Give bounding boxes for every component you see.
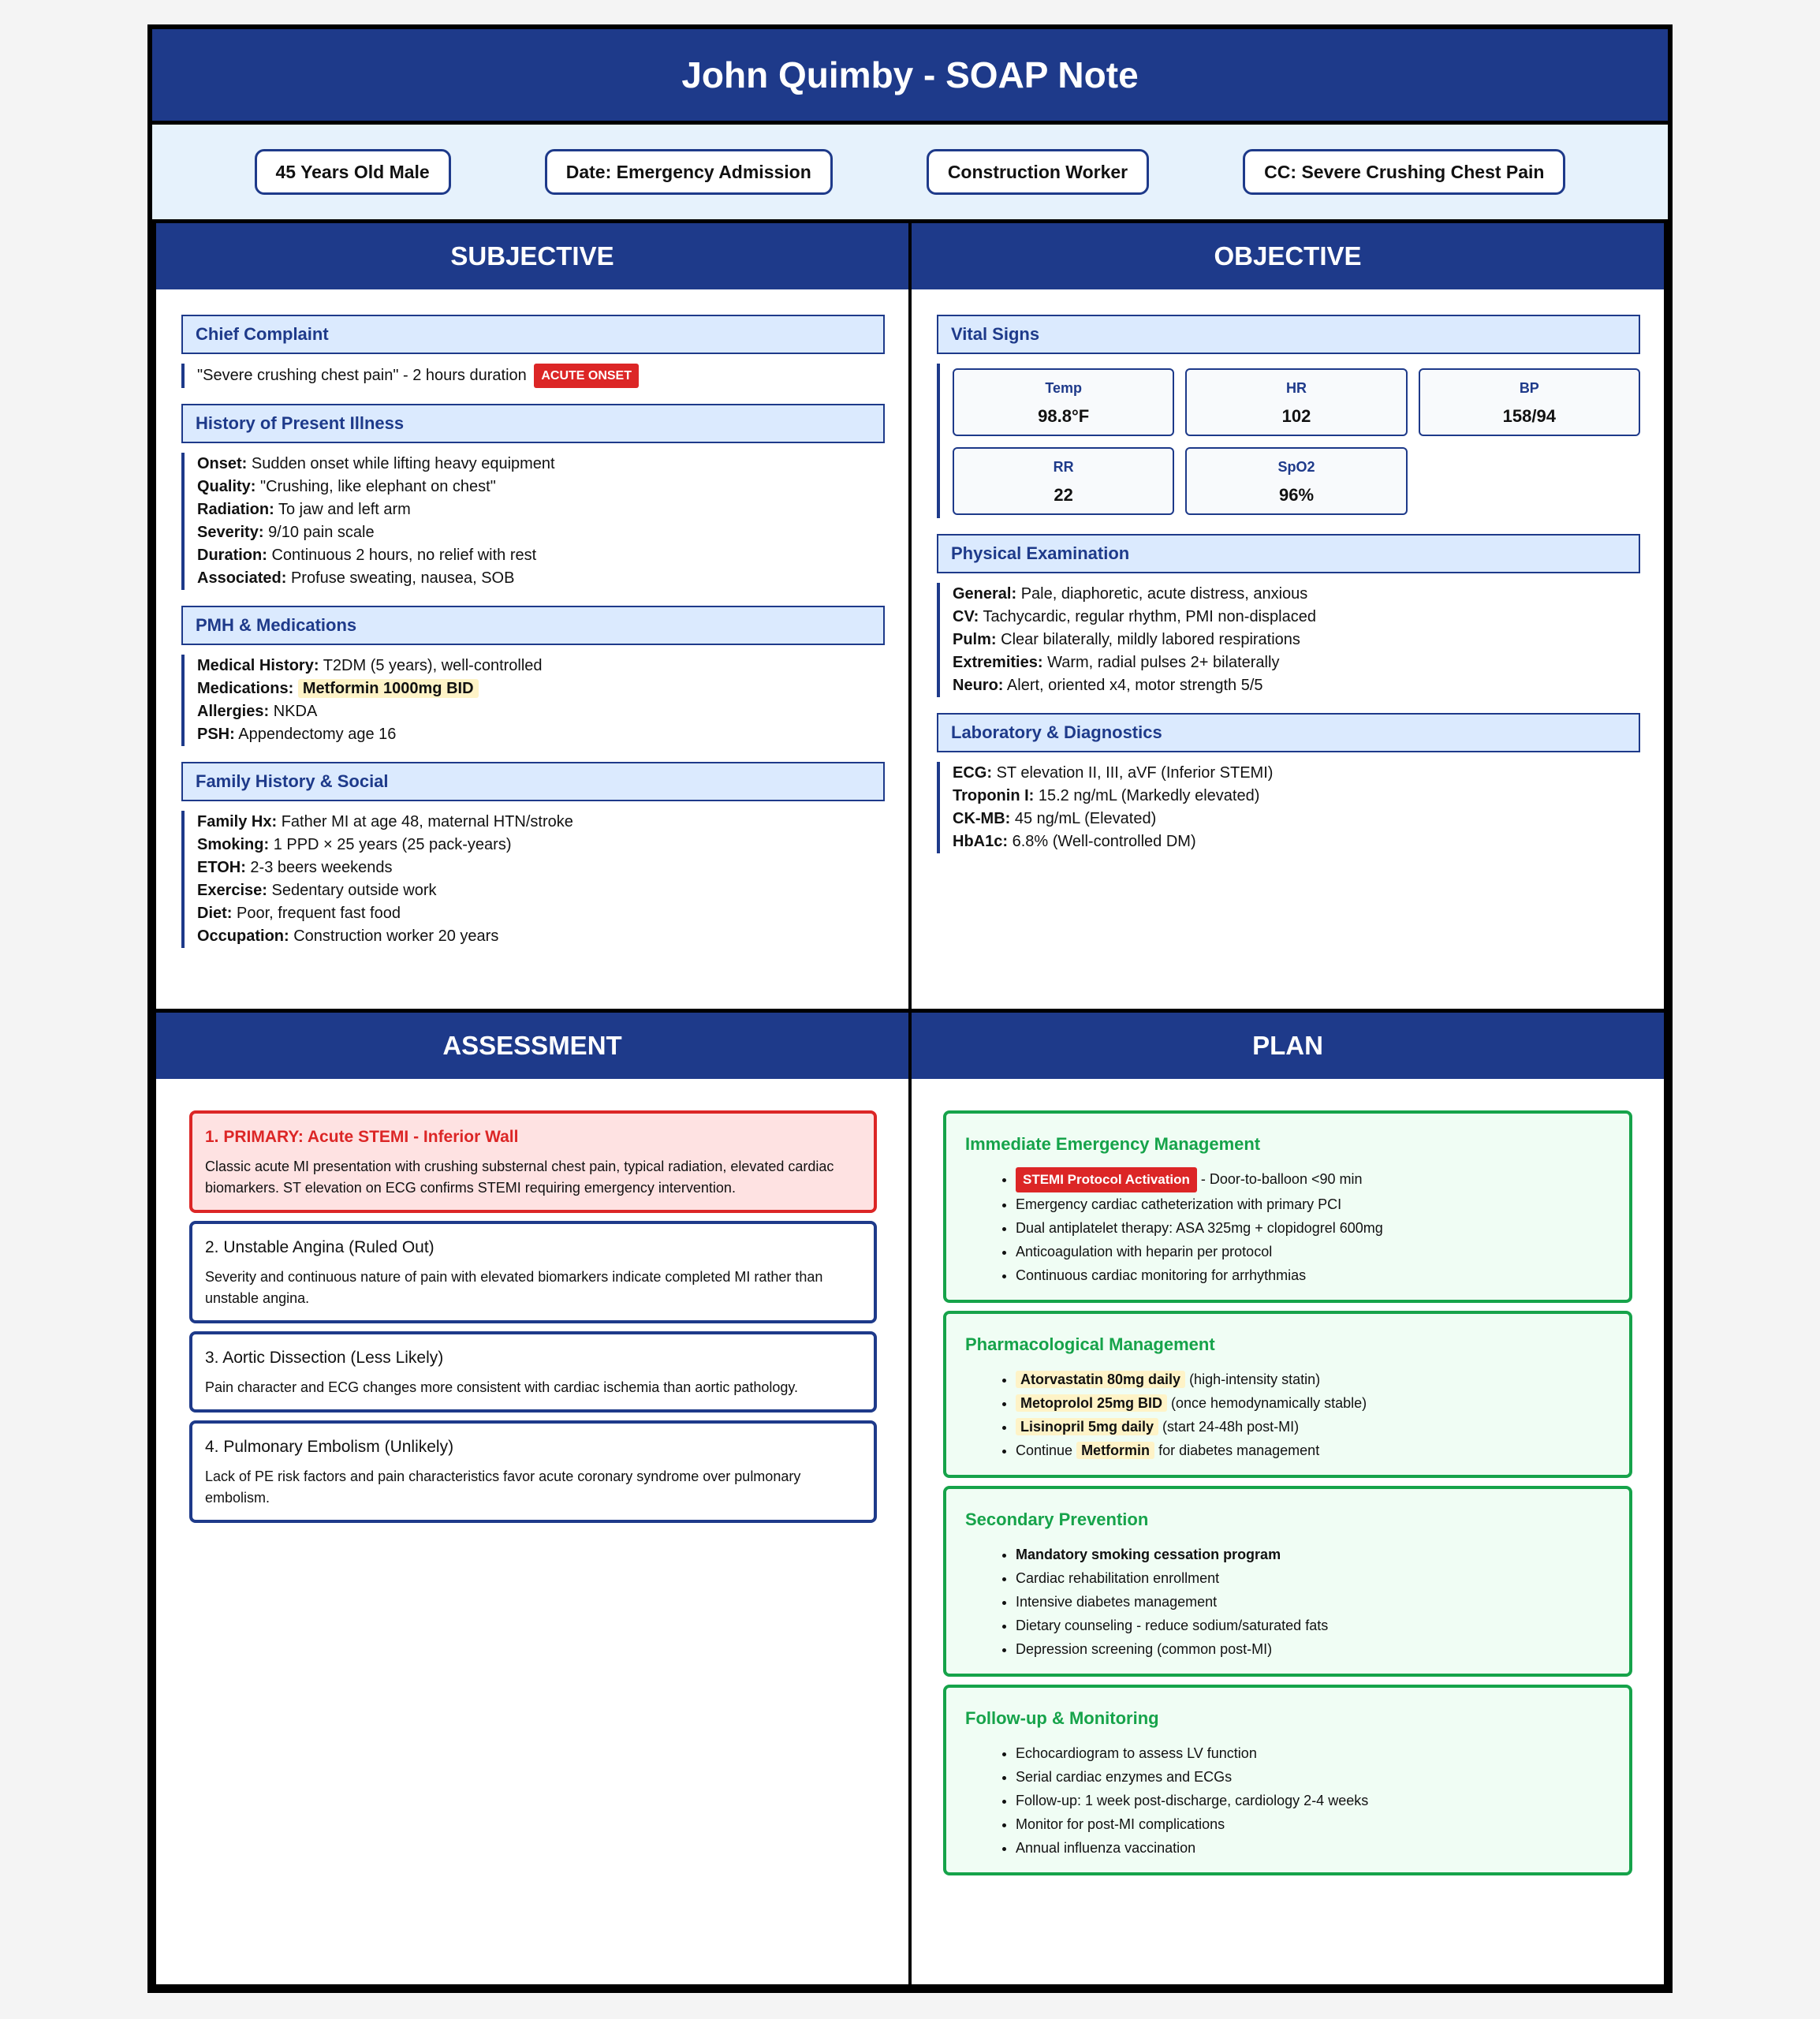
physical-exam-list xyxy=(937,583,1640,697)
vital-value: 98.8°F xyxy=(1038,406,1090,426)
plan-section-title: Pharmacological Management xyxy=(965,1334,1215,1355)
drug-highlight: Lisinopril 5mg daily xyxy=(1016,1418,1158,1435)
section-title: Chief Complaint xyxy=(181,315,885,354)
followup-list xyxy=(965,1741,1610,1860)
assessment-panel xyxy=(152,1013,910,1988)
field-row: General: Pale, diaphoretic, acute distress, anxious xyxy=(953,585,1308,603)
field-row: CV: Tachycardic, regular rhythm, PMI non-displaced xyxy=(953,608,1316,625)
vital-label: HR xyxy=(1285,380,1307,396)
diagnosis-title: 4. Pulmonary Embolism (Unlikely) xyxy=(205,1438,454,1456)
subjective-panel xyxy=(152,223,910,1013)
info-date: Date: Emergency Admission xyxy=(545,149,833,195)
physical-exam-section xyxy=(937,534,1640,697)
list-item: • Follow-up: 1 week post-discharge, cardiology 2-4 weeks xyxy=(1016,1789,1610,1812)
soap-note xyxy=(147,24,1673,1993)
plan-header: PLAN xyxy=(912,1013,1664,1079)
field-row: Radiation: To jaw and left arm xyxy=(197,501,411,518)
field-row: Exercise: Sedentary outside work xyxy=(197,882,437,899)
patient-info-bar xyxy=(152,125,1668,223)
field-row: ETOH: 2-3 beers weekends xyxy=(197,859,393,876)
medication-highlight: Metformin 1000mg BID xyxy=(298,679,479,698)
info-chief-complaint: CC: Severe Crushing Chest Pain xyxy=(1243,149,1565,195)
list-item: • Cardiac rehabilitation enrollment xyxy=(1016,1566,1610,1590)
diagnosis-card xyxy=(189,1221,877,1323)
drug-highlight: Atorvastatin 80mg daily xyxy=(1016,1371,1185,1388)
chief-complaint-text: "Severe crushing chest pain" - 2 hours duration xyxy=(197,366,527,384)
title-bar xyxy=(152,29,1668,125)
list-item: • Mandatory smoking cessation program xyxy=(1016,1543,1610,1566)
diagnosis-text: Pain character and ECG changes more consistent with cardiac ischemia than aortic pathology. xyxy=(205,1379,799,1395)
pmh-row: Medications: Metformin 1000mg BID xyxy=(197,677,885,700)
list-item: • STEMI Protocol Activation - Door-to-balloon <90 min xyxy=(1016,1167,1610,1192)
section-title: Laboratory & Diagnostics xyxy=(937,713,1640,752)
family-social-section xyxy=(181,762,885,948)
field-row: Smoking: 1 PPD × 25 years (25 pack-years) xyxy=(197,836,512,853)
pharmacological-box xyxy=(943,1311,1632,1478)
diagnosis-card xyxy=(189,1420,877,1523)
plan-section-title: Immediate Emergency Management xyxy=(965,1134,1261,1154)
family-social-list xyxy=(181,811,885,948)
vitals-grid xyxy=(953,364,1640,518)
field-row: Duration: Continuous 2 hours, no relief with rest xyxy=(197,547,537,564)
vital-label: BP xyxy=(1519,380,1539,396)
vital-label: RR xyxy=(1053,459,1074,475)
field-row: Occupation: Construction worker 20 years xyxy=(197,927,499,945)
immediate-list xyxy=(965,1167,1610,1287)
diagnosis-text: Classic acute MI presentation with crushing substernal chest pain, typical radiation, elevated cardiac biomarkers. ST elevation on ECG confirms STEMI requiring emergency intervention. xyxy=(205,1159,834,1196)
field-row: Neuro: Alert, oriented x4, motor strength 5/5 xyxy=(953,677,1263,694)
pharm-list xyxy=(965,1368,1610,1462)
pmh-row: PSH: Appendectomy age 16 xyxy=(197,726,397,743)
diagnosis-text: Severity and continuous nature of pain with elevated biomarkers indicate completed MI rather than unstable angina. xyxy=(205,1269,823,1306)
drug-highlight: Metoprolol 25mg BID xyxy=(1016,1394,1167,1412)
list-item: • Intensive diabetes management xyxy=(1016,1590,1610,1614)
diagnosis-title: 3. Aortic Dissection (Less Likely) xyxy=(205,1349,444,1367)
acute-onset-badge: ACUTE ONSET xyxy=(534,364,639,388)
field-row: Severity: 9/10 pain scale xyxy=(197,524,375,541)
list-item: • Echocardiogram to assess LV function xyxy=(1016,1741,1610,1765)
diagnosis-text: Lack of PE risk factors and pain characteristics favor acute coronary syndrome over pulmonary embolism. xyxy=(205,1469,801,1506)
pmh-section xyxy=(181,606,885,746)
section-title: History of Present Illness xyxy=(181,404,885,443)
diagnosis-title: 1. PRIMARY: Acute STEMI - Inferior Wall xyxy=(205,1128,519,1146)
field-row: HbA1c: 6.8% (Well-controlled DM) xyxy=(953,833,1196,850)
immediate-management-box xyxy=(943,1110,1632,1303)
plan-section-title: Secondary Prevention xyxy=(965,1510,1149,1530)
drug-highlight: Metformin xyxy=(1076,1442,1154,1459)
info-occupation: Construction Worker xyxy=(927,149,1149,195)
assessment-header: ASSESSMENT xyxy=(156,1013,908,1079)
labs-list xyxy=(937,762,1640,853)
hpi-section xyxy=(181,404,885,590)
section-title: Physical Examination xyxy=(937,534,1640,573)
list-item: • Atorvastatin 80mg daily (high-intensity statin) xyxy=(1016,1368,1610,1391)
vital-card xyxy=(1185,368,1407,436)
followup-box xyxy=(943,1685,1632,1875)
field-row: Quality: "Crushing, like elephant on chest" xyxy=(197,478,496,495)
field-row: Diet: Poor, frequent fast food xyxy=(197,905,401,922)
pmh-row: Medical History: T2DM (5 years), well-controlled xyxy=(197,657,543,674)
list-item: • Dual antiplatelet therapy: ASA 325mg + clopidogrel 600mg xyxy=(1016,1216,1610,1240)
diagnosis-title: 2. Unstable Angina (Ruled Out) xyxy=(205,1238,434,1256)
field-row: Pulm: Clear bilaterally, mildly labored respirations xyxy=(953,631,1300,648)
diagnosis-card xyxy=(189,1331,877,1413)
vital-card xyxy=(1419,368,1640,436)
objective-panel xyxy=(910,223,1668,1013)
list-item: • Depression screening (common post-MI) xyxy=(1016,1637,1610,1661)
list-item: • Monitor for post-MI complications xyxy=(1016,1812,1610,1836)
vital-label: Temp xyxy=(1045,380,1082,396)
vital-value: 102 xyxy=(1281,406,1311,426)
section-title: PMH & Medications xyxy=(181,606,885,645)
vital-card xyxy=(1185,447,1407,515)
field-row: Onset: Sudden onset while lifting heavy equipment xyxy=(197,455,555,472)
vital-signs-section xyxy=(937,315,1640,518)
list-item: • Dietary counseling - reduce sodium/saturated fats xyxy=(1016,1614,1610,1637)
hpi-list xyxy=(181,453,885,590)
pmh-row: Allergies: NKDA xyxy=(197,703,318,720)
field-row: Associated: Profuse sweating, nausea, SOB xyxy=(197,569,515,587)
list-item: • Annual influenza vaccination xyxy=(1016,1836,1610,1860)
list-item: • Continuous cardiac monitoring for arrhythmias xyxy=(1016,1263,1610,1287)
vital-value: 158/94 xyxy=(1502,406,1556,426)
vital-card xyxy=(953,447,1174,515)
list-item: • Continue Metformin for diabetes management xyxy=(1016,1439,1610,1462)
list-item: • Serial cardiac enzymes and ECGs xyxy=(1016,1765,1610,1789)
vital-card xyxy=(953,368,1174,436)
list-item: • Anticoagulation with heparin per protocol xyxy=(1016,1240,1610,1263)
secondary-prevention-box xyxy=(943,1486,1632,1677)
secondary-list xyxy=(965,1543,1610,1661)
section-title: Family History & Social xyxy=(181,762,885,801)
vital-value: 96% xyxy=(1278,485,1315,505)
labs-section xyxy=(937,713,1640,853)
info-age-sex: 45 Years Old Male xyxy=(255,149,451,195)
vital-label: SpO2 xyxy=(1277,459,1315,475)
field-row: Troponin I: 15.2 ng/mL (Markedly elevated) xyxy=(953,787,1260,804)
subjective-header: SUBJECTIVE xyxy=(156,223,908,289)
plan-section-title: Follow-up & Monitoring xyxy=(965,1708,1159,1729)
page-title: John Quimby - SOAP Note xyxy=(681,54,1139,95)
field-row: Extremities: Warm, radial pulses 2+ bilaterally xyxy=(953,654,1280,671)
field-row: ECG: ST elevation II, III, aVF (Inferior STEMI) xyxy=(953,764,1274,782)
field-row: Family Hx: Father MI at age 48, maternal HTN/stroke xyxy=(197,813,573,830)
field-row: CK-MB: 45 ng/mL (Elevated) xyxy=(953,810,1157,827)
chief-complaint-section xyxy=(181,315,885,388)
section-title: Vital Signs xyxy=(937,315,1640,354)
vital-value: 22 xyxy=(1054,485,1073,505)
plan-panel xyxy=(910,1013,1668,1988)
list-item: • Emergency cardiac catheterization with primary PCI xyxy=(1016,1192,1610,1216)
list-item: • Lisinopril 5mg daily (start 24-48h post-MI) xyxy=(1016,1415,1610,1439)
stemi-protocol-badge: STEMI Protocol Activation xyxy=(1016,1167,1197,1192)
objective-header: OBJECTIVE xyxy=(912,223,1664,289)
diagnosis-card-primary xyxy=(189,1110,877,1213)
list-item: • Metoprolol 25mg BID (once hemodynamically stable) xyxy=(1016,1391,1610,1415)
